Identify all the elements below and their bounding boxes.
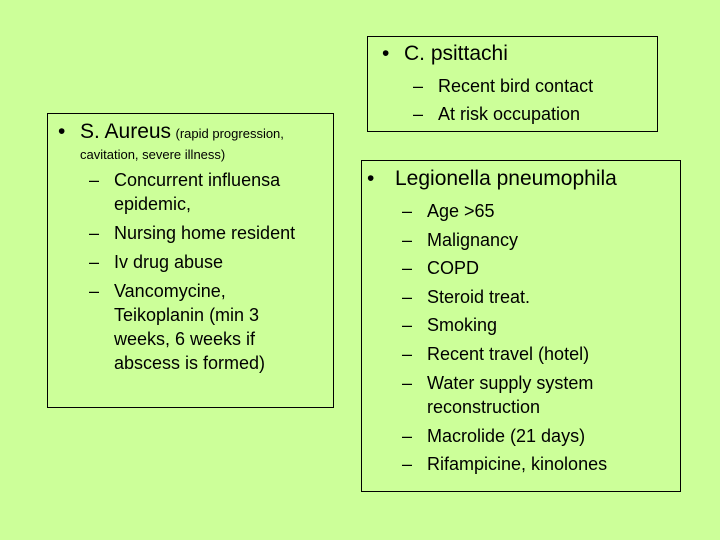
legionella-item: – Water supply system reconstruction: [402, 373, 594, 417]
dash-icon: –: [89, 223, 100, 243]
dash-icon: –: [402, 426, 413, 446]
dash-icon: –: [402, 454, 413, 474]
dash-icon: –: [89, 170, 100, 190]
psittachi-item: – Recent bird contact: [413, 76, 594, 96]
aureus-item: – Concurrent influensa epidemic,: [89, 170, 281, 214]
dash-icon: –: [89, 252, 100, 272]
aureus-heading: [58, 120, 284, 144]
legionella-heading: [367, 167, 617, 191]
bullet-icon: •: [367, 167, 375, 190]
aureus-item: – Nursing home resident: [89, 223, 296, 243]
aureus-item: – Vancomycine, Teikoplanin (min 3 weeks, 6 weeks if abscess is formed): [89, 281, 266, 373]
legionella-item: – Steroid treat.: [402, 287, 531, 307]
aureus-title: S. Aureus: [80, 120, 172, 143]
legionella-item: – COPD: [402, 258, 480, 278]
aureus-note-continued: cavitation, severe illness): [80, 147, 226, 162]
psittachi-heading: [382, 42, 508, 66]
dash-icon: –: [402, 258, 413, 278]
legionella-item: – Age >65: [402, 201, 495, 221]
dash-icon: –: [402, 201, 413, 221]
dash-icon: –: [402, 287, 413, 307]
dash-icon: –: [402, 230, 413, 250]
bullet-icon: •: [58, 120, 66, 143]
dash-icon: –: [413, 104, 424, 124]
psittachi-item: – At risk occupation: [413, 104, 581, 124]
legionella-item: – Recent travel (hotel): [402, 344, 590, 364]
aureus-item: – Iv drug abuse: [89, 252, 224, 272]
dash-icon: –: [402, 373, 413, 393]
legionella-item: – Macrolide (21 days): [402, 426, 586, 446]
legionella-item: – Rifampicine, kinolones: [402, 454, 608, 474]
dash-icon: –: [89, 281, 100, 301]
dash-icon: –: [413, 76, 424, 96]
legionella-item: – Malignancy: [402, 230, 519, 250]
dash-icon: –: [402, 315, 413, 335]
dash-icon: –: [402, 344, 413, 364]
legionella-item: – Smoking: [402, 315, 498, 335]
aureus-note: (rapid progression,: [175, 126, 284, 141]
psittachi-title: C. psittachi: [404, 42, 508, 65]
legionella-title: Legionella pneumophila: [395, 167, 617, 190]
bullet-icon: •: [382, 42, 390, 65]
